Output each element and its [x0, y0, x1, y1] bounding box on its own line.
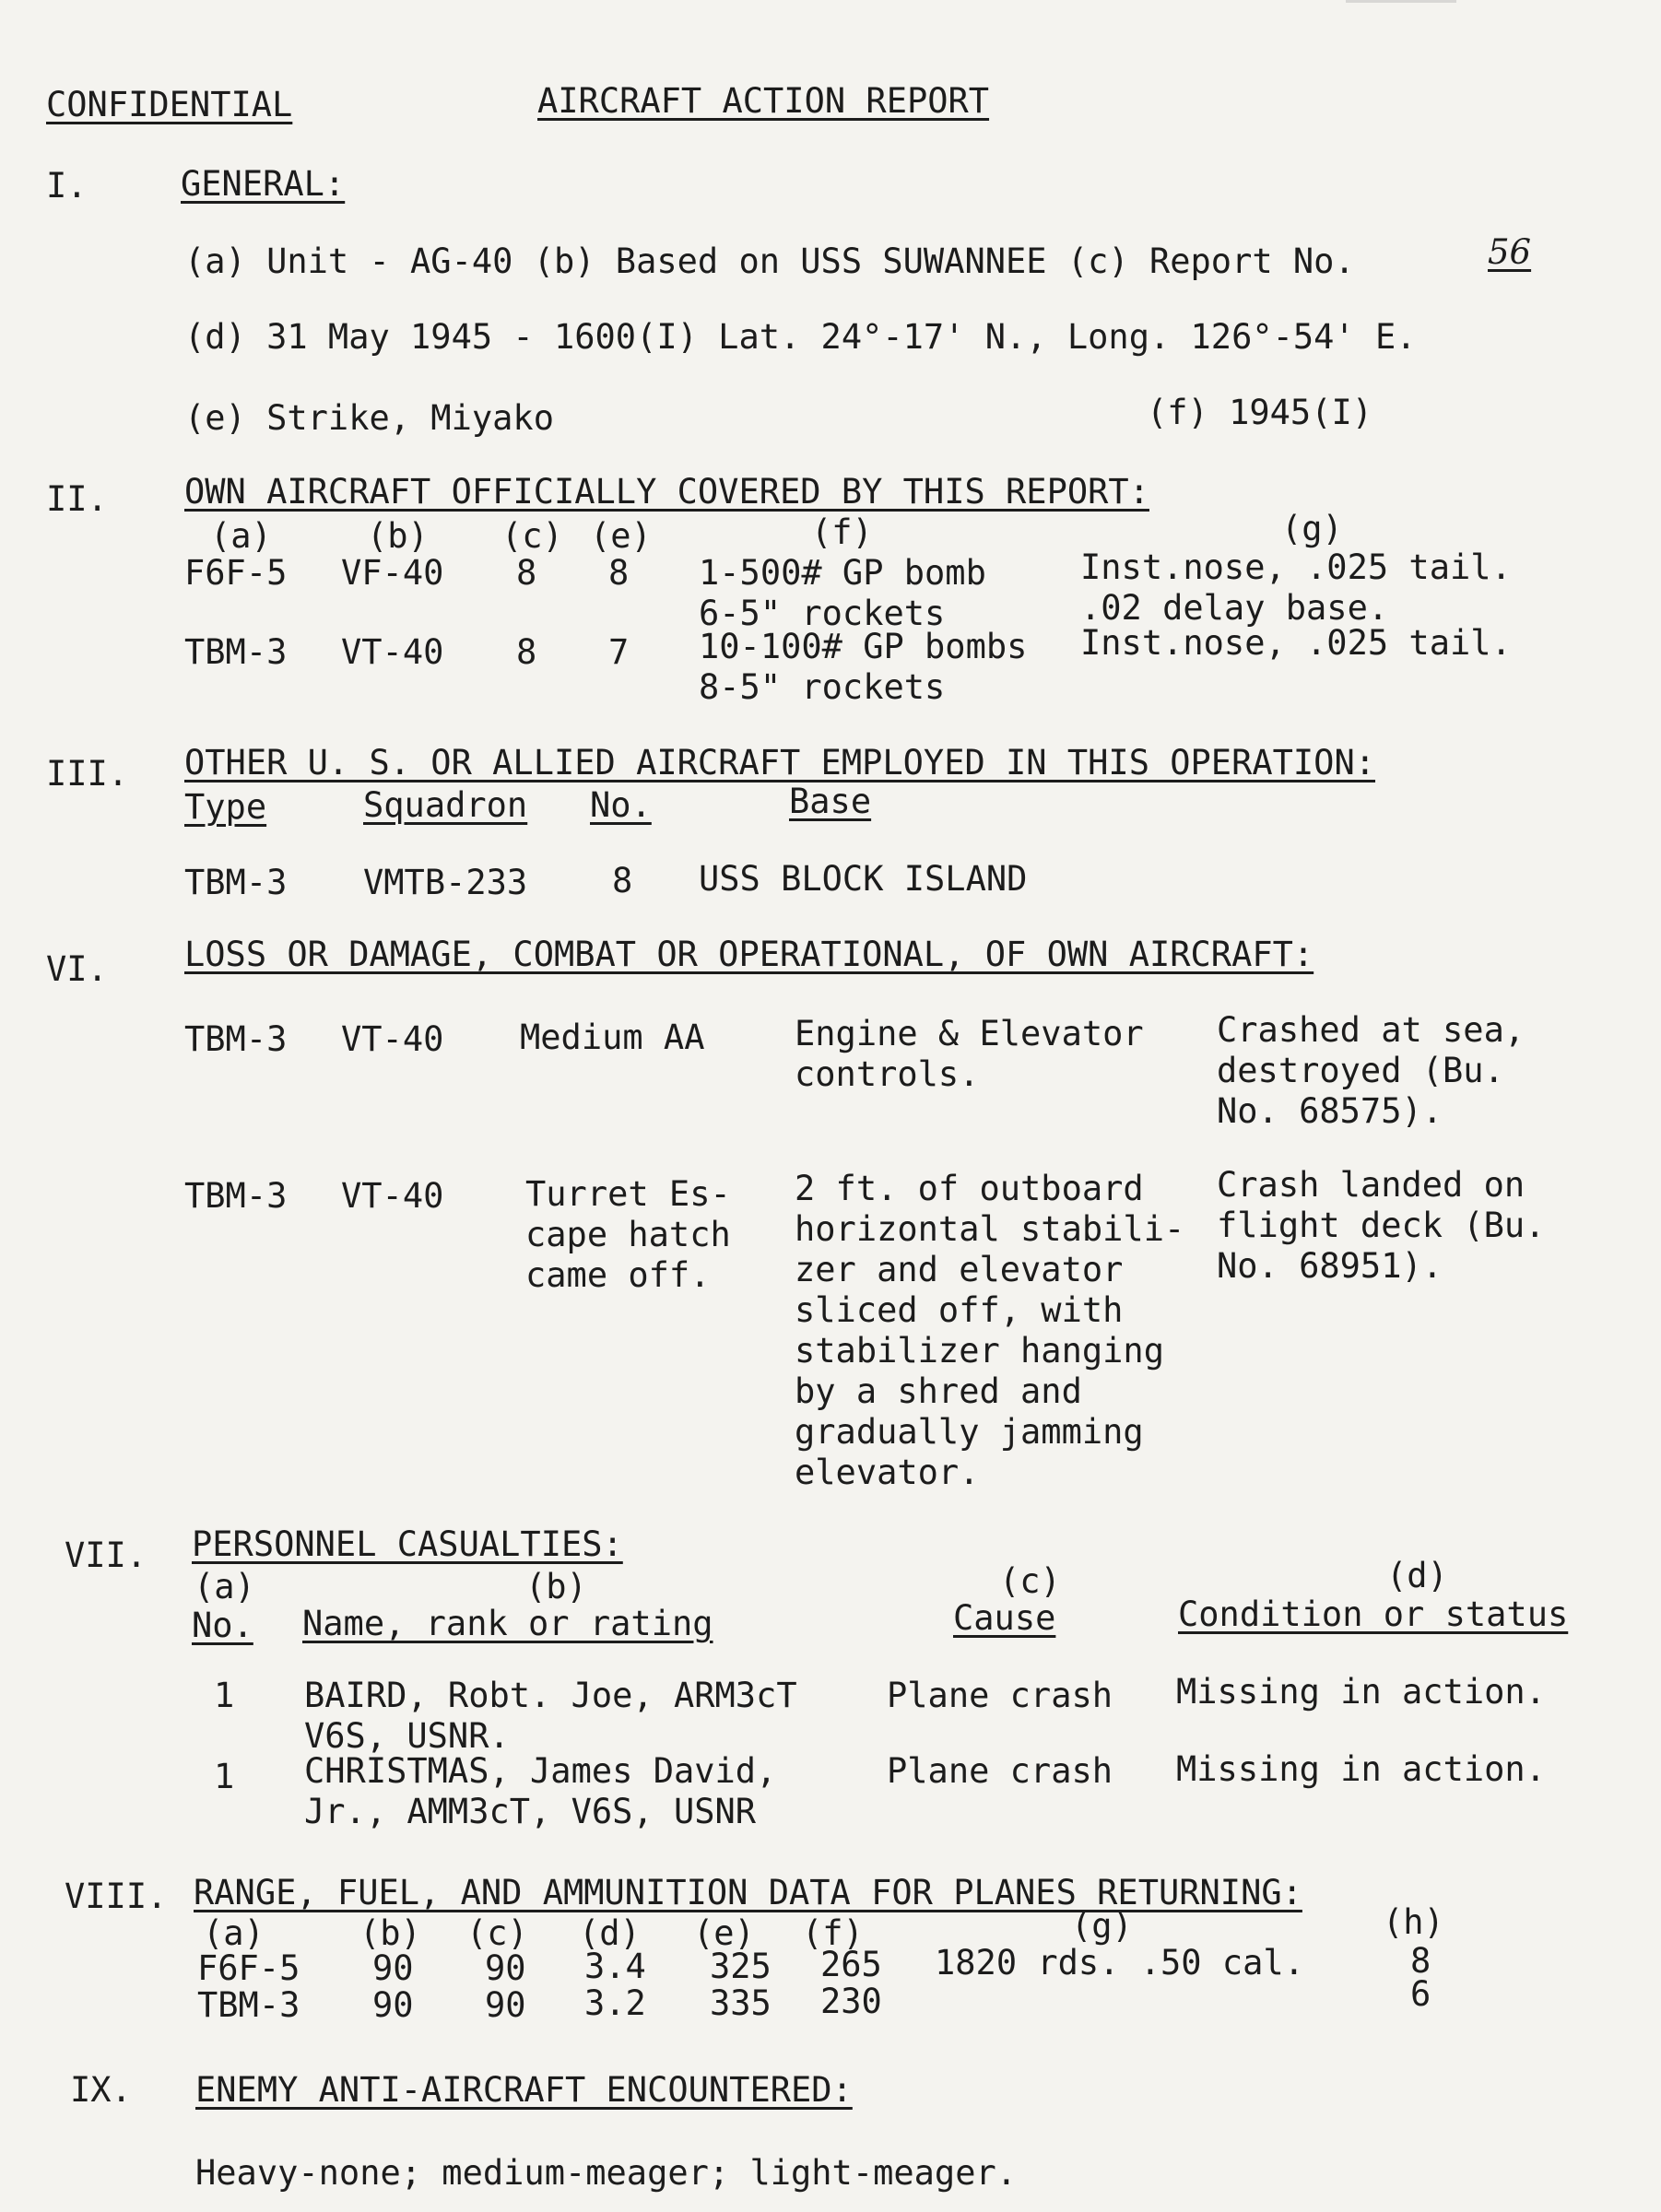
col-label: (f) — [811, 512, 873, 552]
section-numeral: I. — [46, 166, 88, 206]
own-type: TBM-3 — [184, 632, 288, 672]
section-heading: OTHER U. S. OR ALLIED AIRCRAFT EMPLOYED IN THIS OPERATION: — [184, 743, 1376, 782]
col-label: Name, rank or rating — [302, 1604, 713, 1643]
range-h: 8 — [1410, 1941, 1431, 1981]
loss-cause: Turret Es- cape hatch came off. — [525, 1174, 731, 1295]
loss-result: Crashed at sea, destroyed (Bu. No. 68575). — [1217, 1010, 1526, 1131]
loss-type: TBM-3 — [184, 1176, 288, 1216]
section-heading: RANGE, FUEL, AND AMMUNITION DATA FOR PLANES RETURNING: — [194, 1873, 1302, 1912]
own-squadron: VT-40 — [341, 632, 444, 672]
report-number: 56 — [1488, 232, 1532, 272]
col-label: (b) — [359, 1913, 421, 1953]
loss-result: Crash landed on flight deck (Bu. No. 68951). — [1217, 1165, 1546, 1286]
range-h: 6 — [1410, 1974, 1431, 2014]
col-label: Condition or status — [1178, 1594, 1569, 1634]
range-b: 90 — [372, 1948, 414, 1988]
range-c: 90 — [485, 1985, 526, 2025]
col-label: Type — [184, 787, 267, 827]
other-base: USS BLOCK ISLAND — [699, 859, 1028, 899]
section-heading: OWN AIRCRAFT OFFICIALLY COVERED BY THIS REPORT: — [184, 472, 1149, 512]
col-label: (c) — [466, 1913, 528, 1953]
own-squadron: VF-40 — [341, 553, 444, 593]
col-label: Base — [789, 782, 872, 821]
general-line-a: (a) Unit - AG-40 (b) Based on USS SUWANNEE (c) Report No. — [184, 241, 1355, 281]
general-line-f: (f) 1945(I) — [1147, 393, 1373, 432]
col-label: (a) — [210, 516, 272, 556]
range-d: 3.4 — [584, 1947, 646, 1986]
other-type: TBM-3 — [184, 863, 288, 902]
col-label: (g) — [1281, 509, 1343, 548]
col-label: No. — [590, 785, 652, 825]
section-numeral: VII. — [65, 1535, 147, 1575]
loss-type: TBM-3 — [184, 1019, 288, 1059]
col-label: (h) — [1383, 1902, 1444, 1942]
own-e: 8 — [608, 553, 630, 593]
range-e: 335 — [710, 1983, 772, 2023]
general-line-d: (d) 31 May 1945 - 1600(I) Lat. 24°-17' N., Long. 126°-54' E. — [184, 317, 1417, 357]
range-type: F6F-5 — [197, 1948, 300, 1988]
col-label: (g) — [1071, 1906, 1133, 1946]
range-d: 3.2 — [584, 1983, 646, 2023]
enemy-aa-text: Heavy-none; medium-meager; light-meager. — [195, 2153, 1018, 2193]
casualty-cause: Plane crash — [887, 1751, 1113, 1791]
loss-damage: Engine & Elevator controls. — [795, 1014, 1144, 1094]
range-g: 1820 rds. .50 cal. — [935, 1943, 1304, 1983]
col-label: No. — [192, 1606, 253, 1645]
col-letter: (a) — [194, 1567, 255, 1606]
general-line-e: (e) Strike, Miyako — [184, 398, 554, 438]
other-no: 8 — [612, 861, 633, 900]
casualty-name: BAIRD, Robt. Joe, ARM3cT V6S, USNR. — [304, 1676, 797, 1756]
section-heading: ENEMY ANTI-AIRCRAFT ENCOUNTERED: — [195, 2070, 853, 2110]
range-type: TBM-3 — [197, 1985, 300, 2025]
range-b: 90 — [372, 1985, 414, 2025]
own-ordnance: 1-500# GP bomb 6-5" rockets — [699, 553, 986, 633]
col-label: (e) — [693, 1913, 755, 1953]
range-e: 325 — [710, 1947, 772, 1986]
loss-cause: Medium AA — [520, 1018, 705, 1057]
col-label: (d) — [579, 1913, 641, 1953]
col-label: (a) — [203, 1913, 265, 1953]
col-label: Cause — [953, 1598, 1056, 1638]
section-numeral: II. — [46, 479, 108, 519]
section-numeral: IX. — [70, 2070, 132, 2110]
section-numeral: VIII. — [65, 1877, 168, 1916]
casualty-status: Missing in action. — [1176, 1672, 1546, 1712]
range-f: 265 — [820, 1945, 882, 1984]
col-label: (e) — [590, 516, 652, 556]
own-e: 7 — [608, 632, 630, 672]
own-c: 8 — [516, 632, 537, 672]
section-numeral: VI. — [46, 949, 108, 989]
casualty-no: 1 — [214, 1676, 235, 1715]
own-c: 8 — [516, 553, 537, 593]
casualty-name: CHRISTMAS, James David, Jr., AMM3cT, V6S, USNR — [304, 1751, 777, 1831]
col-label: (c) — [501, 516, 563, 556]
section-heading: GENERAL: — [181, 164, 346, 204]
section-heading: PERSONNEL CASUALTIES: — [192, 1524, 623, 1564]
col-label: (b) — [367, 516, 429, 556]
confidential-label: CONFIDENTIAL — [46, 85, 293, 124]
range-f: 230 — [820, 1982, 882, 2021]
own-fuzing: Inst.nose, .025 tail. .02 delay base. — [1080, 547, 1512, 628]
loss-squadron: VT-40 — [341, 1176, 444, 1216]
corner-mark — [1346, 0, 1456, 16]
casualty-status: Missing in action. — [1176, 1749, 1546, 1789]
col-letter: (c) — [999, 1561, 1061, 1601]
col-letter: (d) — [1386, 1556, 1448, 1595]
report-title: AIRCRAFT ACTION REPORT — [537, 81, 990, 121]
section-heading: LOSS OR DAMAGE, COMBAT OR OPERATIONAL, OF OWN AIRCRAFT: — [184, 935, 1314, 974]
loss-squadron: VT-40 — [341, 1019, 444, 1059]
casualty-no: 1 — [214, 1757, 235, 1796]
section-numeral: III. — [46, 754, 129, 794]
col-letter: (b) — [525, 1567, 587, 1606]
casualty-cause: Plane crash — [887, 1676, 1113, 1715]
own-fuzing: Inst.nose, .025 tail. — [1080, 623, 1512, 663]
col-label: (f) — [802, 1913, 864, 1953]
own-type: F6F-5 — [184, 553, 288, 593]
other-squadron: VMTB-233 — [363, 863, 528, 902]
loss-damage: 2 ft. of outboard horizontal stabili- zer and elevator sliced off, with stabilizer hanging by a shred and gradually jamming elevator. — [795, 1169, 1185, 1492]
range-c: 90 — [485, 1948, 526, 1988]
col-label: Squadron — [363, 785, 528, 825]
own-ordnance: 10-100# GP bombs 8-5" rockets — [699, 627, 1028, 707]
